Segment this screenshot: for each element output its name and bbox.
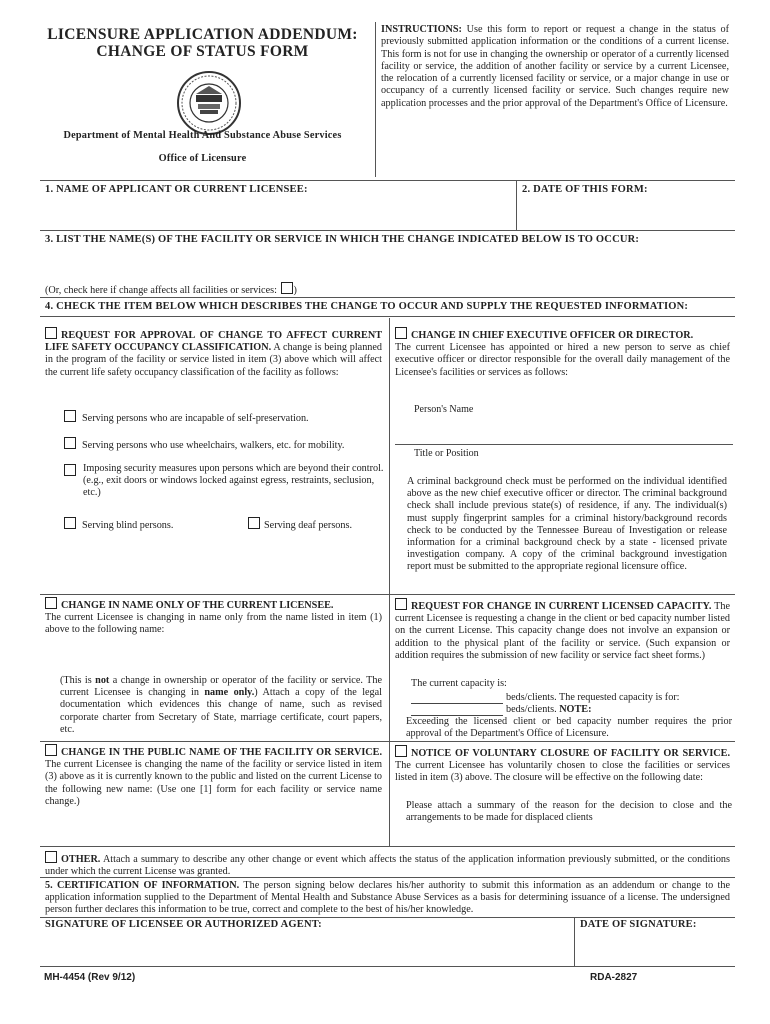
capacity-row-1: beds/clients. The requested capacity is for:	[411, 692, 731, 704]
closure-section: NOTICE OF VOLUNTARY CLOSURE OF FACILITY OR SERVICE. The current Licensee has voluntarily chosen to close the facilities or services listed in item (3) above. The closure will be effective on the following date:	[395, 745, 730, 785]
life-safety-option: Imposing security measures upon persons which are beyond their control. (e.g., exit doors or windows locked against egress, restraints, seclusion, etc.)	[64, 463, 384, 500]
life-safety-option: Serving blind persons.	[64, 517, 173, 532]
life-safety-section: REQUEST FOR APPROVAL OF CHANGE TO AFFECT CURRENT LIFE SAFETY OCCUPANCY CLASSIFICATION. A change is being planned in the program of the facility or service listed in item (3) above which will affect the current life safety occupancy classification of the facility as follows:	[45, 327, 382, 379]
facility-names-label: 3. LIST THE NAME(S) OF THE FACILITY OR SERVICE IN WHICH THE CHANGE INDICATED BELOW IS TO OCCUR:	[45, 234, 640, 245]
signature-date-field[interactable]	[576, 932, 734, 964]
name-change-section: CHANGE IN NAME ONLY OF THE CURRENT LICENSEE. The current Licensee is changing in name only from the name listed in item (1) above to the following name:	[45, 597, 382, 637]
closure-checkbox[interactable]	[395, 745, 407, 757]
applicant-name-field[interactable]	[40, 197, 515, 229]
state-seal	[176, 70, 242, 136]
person-name-field[interactable]	[395, 416, 733, 440]
form-date-field[interactable]	[518, 197, 733, 229]
ceo-section: CHANGE IN CHIEF EXECUTIVE OFFICER OR DIRECTOR. The current Licensee has appointed or hired a new person to serve as chief executive officer or director responsible for the overall daily management of the Licensee's facilities or services as follows:	[395, 327, 730, 379]
current-capacity-field[interactable]	[411, 693, 503, 704]
name-change-note: (This is not a change in ownership or operator of the facility or service. The current Licensee is changing in name only.) Attach a copy of the legal documentation which evidences this change of name, such as revised corporate charter from Secretary of State, marriage certificate, court papers, etc.	[60, 675, 382, 735]
form-date-label: 2. DATE OF THIS FORM:	[522, 184, 648, 195]
capacity-checkbox[interactable]	[395, 598, 407, 610]
option-checkbox[interactable]	[248, 517, 260, 529]
life-safety-option: Serving persons who are incapable of self-preservation.	[64, 410, 384, 425]
option-checkbox[interactable]	[64, 517, 76, 529]
form-number: MH-4454 (Rev 9/12)	[44, 972, 136, 983]
capacity-row-2: beds/clients. NOTE:	[411, 704, 731, 716]
public-name-checkbox[interactable]	[45, 744, 57, 756]
title-position-field[interactable]	[395, 460, 733, 474]
capacity-section: REQUEST FOR CHANGE IN CURRENT LICENSED CAPACITY. The current Licensee is requesting a change in the client or bed capacity number listed on the current License. This capacity change does not involve an expansion or addition to the physical plant of the facility or service. (Such expansion or addition requires the submission of new facility or service fact sheet forms.)	[395, 598, 730, 662]
current-capacity-label: The current capacity is:	[411, 678, 507, 689]
new-public-name-field[interactable]	[45, 816, 380, 844]
life-safety-option: Serving deaf persons.	[248, 517, 352, 532]
ceo-checkbox[interactable]	[395, 327, 407, 339]
certification-section: 5. CERTIFICATION OF INFORMATION. The person signing below declares his/her authority to submit this information as an addendum or change to the application information supplied to the Department of Mental Health and Substance Abuse Services as a basis for determining issuance of a license. The undersigned person further declares this information to be true, correct and complete to the best of his/her knowledge.	[45, 880, 730, 916]
option-checkbox[interactable]	[64, 464, 76, 476]
closure-attach-text: Please attach a summary of the reason for the decision to close and the arrangements to be made for displaced clients	[406, 800, 732, 824]
signature-field[interactable]	[40, 932, 570, 964]
facility-names-field[interactable]	[40, 248, 735, 278]
signature-label: SIGNATURE OF LICENSEE OR AUTHORIZED AGENT:	[45, 919, 322, 930]
instructions: INSTRUCTIONS: Use this form to report or request a change in the status of previously submitted application information or the conditions of a current license. This form is not for use in changing the ownership or operator of a currently licensed facility or service, the addition of another facility or service by a current Licensee, the relocation of a currently licensed facility or service, or a major change in use or occupancy of a currently licensed facility or service. Such changes require new application processes and the prior approval of the Department's Office of Licensure.	[381, 24, 729, 109]
requested-capacity-field[interactable]	[411, 705, 503, 716]
signature-date-label: DATE OF SIGNATURE:	[580, 919, 697, 930]
new-licensee-name-field[interactable]	[45, 637, 380, 671]
name-change-checkbox[interactable]	[45, 597, 57, 609]
person-name-label: Person's Name	[414, 404, 474, 415]
other-section: OTHER. Attach a summary to describe any other change or event which affects the status of the application information previously submitted, or the conditions under which the current License was granted.	[45, 851, 730, 878]
option-checkbox[interactable]	[64, 437, 76, 449]
rda-number: RDA-2827	[590, 972, 638, 983]
life-safety-option: Serving persons who use wheelchairs, walkers, etc. for mobility.	[64, 437, 384, 452]
all-facilities-checkbox[interactable]	[281, 282, 293, 294]
applicant-name-label: 1. NAME OF APPLICANT OR CURRENT LICENSEE:	[45, 184, 308, 195]
life-safety-checkbox[interactable]	[45, 327, 57, 339]
other-checkbox[interactable]	[45, 851, 57, 863]
public-name-section: CHANGE IN THE PUBLIC NAME OF THE FACILITY OR SERVICE. The current Licensee is changing the name of the facility or service listed in item (3) above as it is currently known to the public and listed on the current License to the following new name: (Use one [1] form for each facility or service name change.)	[45, 744, 382, 808]
form-title: LICENSURE APPLICATION ADDENDUM: CHANGE OF STATUS FORM	[47, 26, 358, 60]
all-facilities-option: (Or, check here if change affects all facilities or services: )	[45, 282, 297, 297]
option-checkbox[interactable]	[64, 410, 76, 422]
department-name: Department of Mental Health And Substance Abuse Services	[63, 130, 342, 141]
capacity-note-text: Exceeding the licensed client or bed capacity number requires the prior approval of the Department's Office of Licensure.	[406, 716, 732, 740]
office-name: Office of Licensure	[158, 153, 247, 164]
background-check-text: A criminal background check must be performed on the individual identified above as the new chief executive officer or director. The criminal background check shall include previous state(s) of residence, if any. The individual(s) must supply fingerprint samples for a criminal history/background records check to be conducted by the Tennessee Bureau of Investigation or release information for a criminal background check by a state - licensed private investigation company. A copy of the criminal background investigation report must be submitted to the appropriate regional licensure office.	[407, 476, 727, 573]
change-item-label: 4. CHECK THE ITEM BELOW WHICH DESCRIBES THE CHANGE TO OCCUR AND SUPPLY THE REQUESTED INFORMATION:	[45, 301, 689, 312]
title-position-label: Title or Position	[414, 448, 479, 459]
